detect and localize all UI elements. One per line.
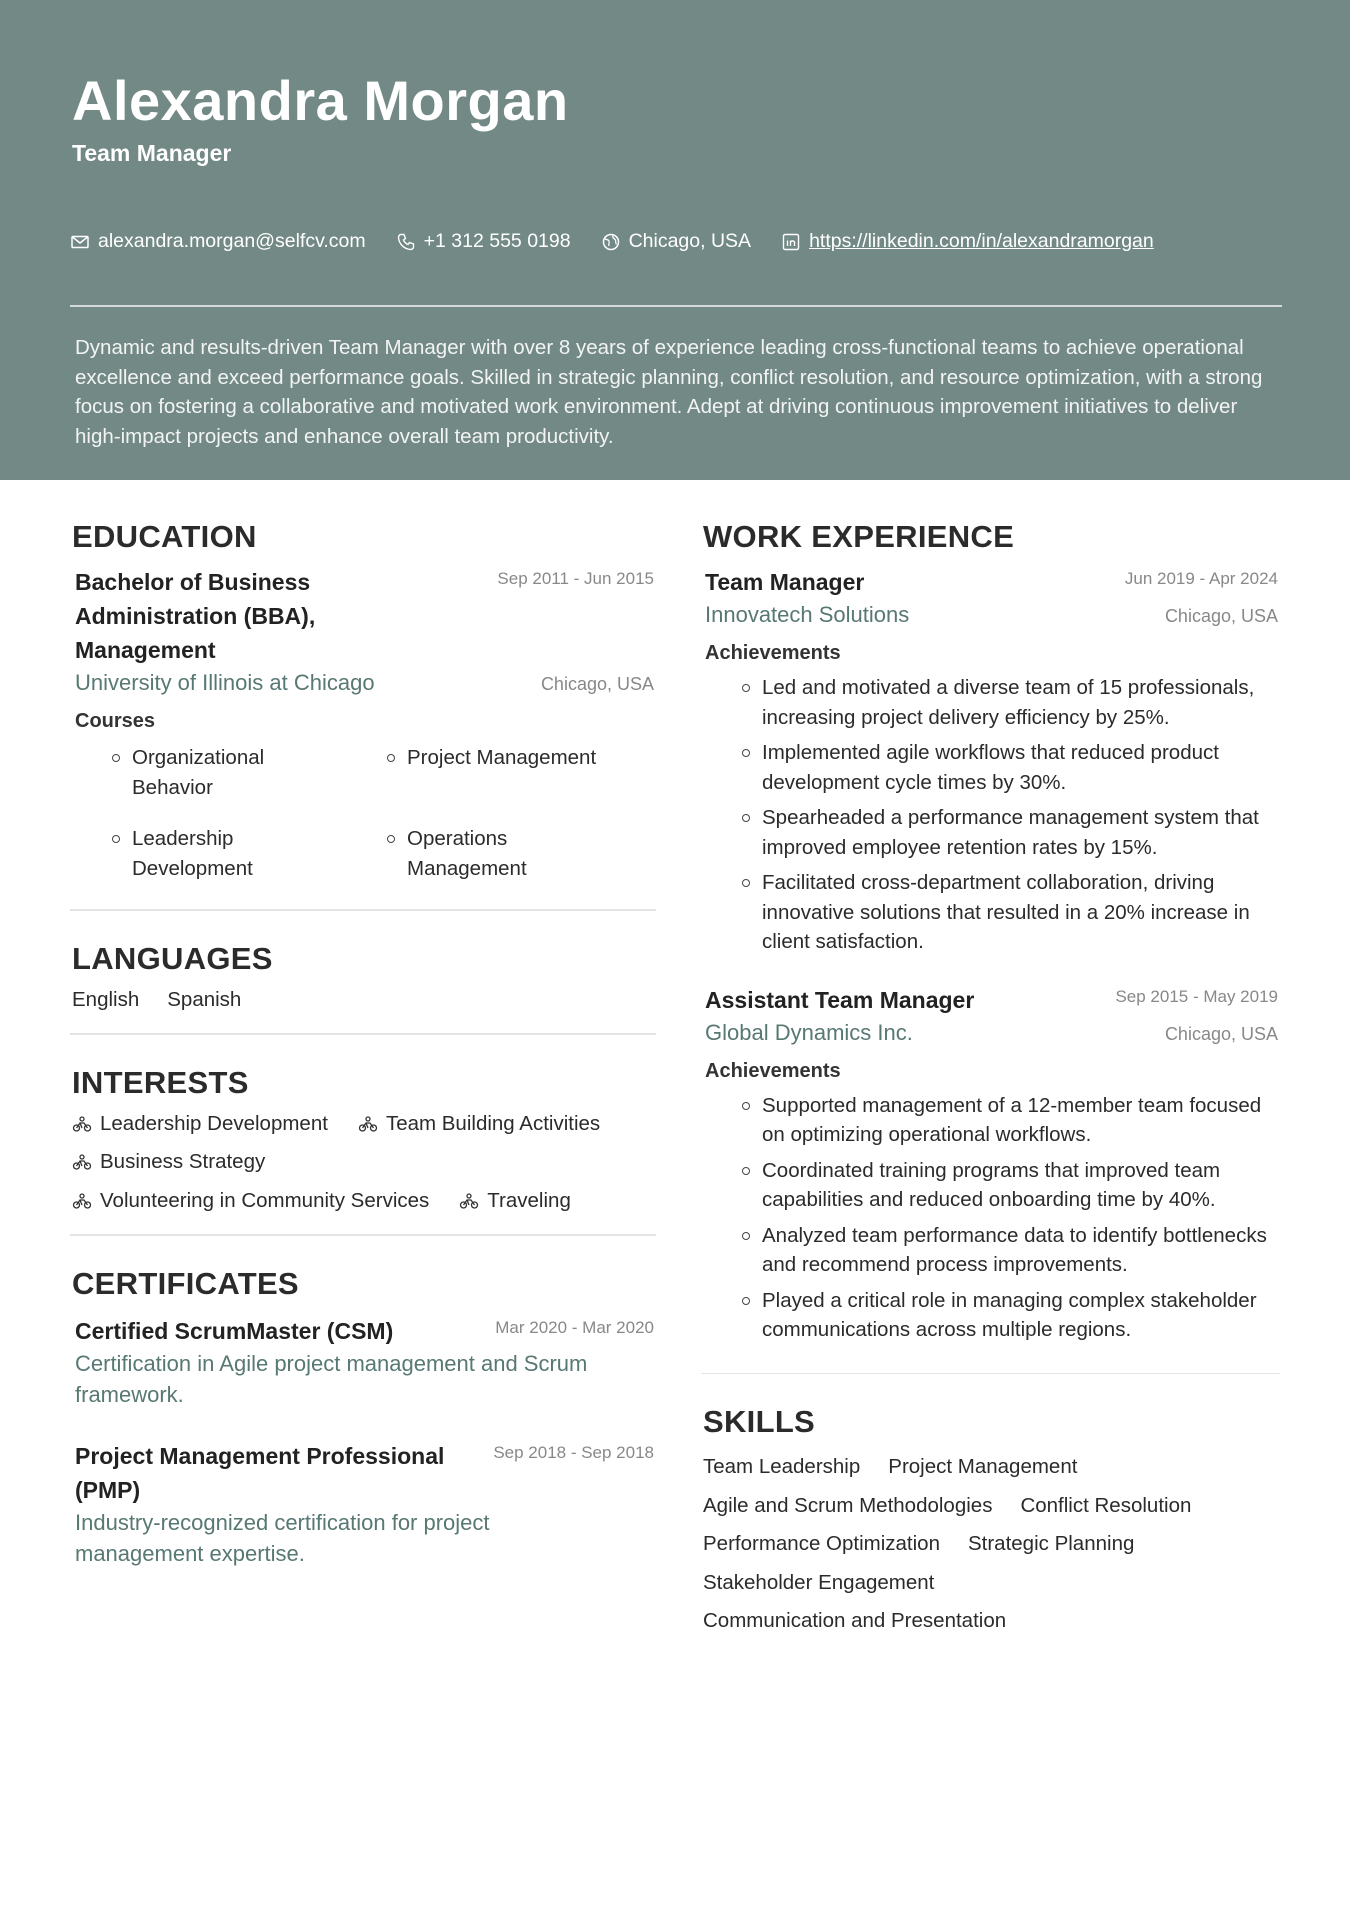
section-divider: [701, 1373, 1280, 1375]
achievements-label: Achievements: [705, 1059, 841, 1082]
phone-text[interactable]: +1 312 555 0198: [423, 230, 571, 252]
education-location: Chicago, USA: [540, 674, 654, 694]
skill-item: Project Management: [888, 1455, 1078, 1478]
interest-item: [72, 1182, 429, 1221]
achievements-label: Achievements: [705, 642, 841, 664]
section-divider: [70, 1234, 656, 1236]
skill-item: Communication and Presentation: [703, 1609, 1007, 1632]
bicycle-icon: [459, 1191, 479, 1211]
course-item: Project Management: [350, 743, 625, 802]
degree-title: Bachelor of Business Administration (BBA), Management: [75, 569, 316, 663]
contact-linkedin: [781, 230, 1154, 253]
job-entry: [703, 565, 1278, 957]
profile-summary: Dynamic and results-driven Team Manager with over 8 years of experience leading cross-functional teams to achieve operational excellence and exceed performance goals. Skilled in strategic planning, conflict resolution, and resource optimization, with a strong focus on fostering a collaborative and motivated work environment. Adept at driving continuous improvement initiatives to deliver high-impact projects and enhance overall team productivity.: [75, 336, 1263, 448]
company-name: Global Dynamics Inc.: [705, 1019, 913, 1045]
certificate-desc: Industry-recognized certification for project management expertise.: [75, 1509, 490, 1566]
skill-item: Agile and Scrum Methodologies: [703, 1493, 993, 1517]
job-location: Chicago, USA: [1164, 606, 1278, 626]
section-divider: [70, 1033, 656, 1035]
interest-label: Team Building Activities: [385, 1111, 601, 1135]
job-head: [705, 983, 1278, 1017]
location-text: Chicago, USA: [628, 230, 752, 252]
interests-list: [72, 1105, 654, 1221]
globe-icon: [601, 232, 621, 252]
bicycle-icon: [72, 1152, 92, 1172]
skill-item: Performance Optimization: [703, 1532, 940, 1555]
linkedin-link[interactable]: https://linkedin.com/in/alexandramorgan: [809, 230, 1154, 252]
header-divider: [70, 305, 1282, 307]
skill-item: Strategic Planning: [967, 1532, 1135, 1555]
achievement-item: Spearheaded a performance management system that improved employee retention rates by 15%.: [705, 803, 1278, 862]
courses-label: Courses: [75, 710, 156, 732]
job-title: Assistant Team Manager: [705, 986, 975, 1013]
job-entry: [703, 983, 1278, 1345]
interest-label: Traveling: [487, 1188, 571, 1212]
linkedin-icon: [781, 232, 801, 252]
achievement-item: Supported management of a 12-member team focused on optimizing operational workflows.: [705, 1091, 1278, 1150]
certificate-desc: Certification in Agile project management and Scrum framework.: [75, 1350, 588, 1407]
job-dates: Sep 2015 - May 2019: [1115, 986, 1278, 1006]
contact-email: [70, 230, 366, 253]
courses-list: [75, 743, 635, 883]
language-item: Spanish: [167, 987, 242, 1011]
contact-phone: [396, 230, 571, 253]
certificate-entry: [72, 1314, 654, 1411]
achievement-item: Coordinated training programs that improved team capabilities and reduced onboarding time by 40%.: [705, 1156, 1278, 1215]
certificate-name: Project Management Professional (PMP): [75, 1442, 445, 1503]
achievement-item: Led and motivated a diverse team of 15 professionals, increasing project delivery efficiency by 25%.: [705, 673, 1278, 732]
skill-item: Stakeholder Engagement: [703, 1570, 935, 1594]
contact-bar: [70, 230, 1184, 253]
skills-heading: SKILLS: [703, 1404, 816, 1439]
certificate-dates: Sep 2018 - Sep 2018: [493, 1442, 654, 1462]
interest-item: [72, 1143, 265, 1182]
education-dates: Sep 2011 - Jun 2015: [497, 569, 654, 588]
education-entry-head: [75, 565, 654, 667]
language-item: English: [72, 987, 140, 1011]
certificate-head: [75, 1314, 654, 1348]
skills-section: [703, 1400, 1278, 1641]
mail-icon: [70, 232, 90, 252]
course-item: Operations Management: [350, 824, 580, 883]
work-section: [703, 515, 1278, 1345]
email-text[interactable]: alexandra.morgan@selfcv.com: [98, 230, 366, 252]
achievements-list: [705, 673, 1278, 957]
interests-heading: INTERESTS: [72, 1064, 249, 1100]
achievements-list: [705, 1091, 1278, 1345]
languages-section: [72, 937, 654, 1020]
job-dates: Jun 2019 - Apr 2024: [1124, 569, 1278, 588]
languages-list: [72, 981, 654, 1020]
interest-item: [72, 1105, 328, 1144]
achievement-item: Facilitated cross-department collaboration, driving innovative solutions that resulted in a 20% increase in client satisfaction.: [705, 868, 1278, 957]
certificates-section: [72, 1262, 654, 1570]
phone-icon: [396, 232, 416, 252]
skills-list: [703, 1448, 1263, 1641]
skill-item: Team Leadership: [703, 1455, 861, 1478]
achievement-item: Analyzed team performance data to identify bottlenecks and recommend process improvements.: [705, 1221, 1278, 1280]
section-divider: [70, 909, 656, 911]
education-heading: EDUCATION: [72, 519, 257, 554]
course-item: Leadership Development: [75, 824, 315, 883]
bicycle-icon: [72, 1191, 92, 1211]
contact-location: [601, 230, 751, 253]
education-sub-row: [75, 667, 654, 699]
job-sub-row: [705, 599, 1278, 631]
resume-header: [0, 0, 1350, 480]
company-name: Innovatech Solutions: [705, 602, 910, 627]
candidate-name: Alexandra Morgan: [72, 69, 569, 132]
education-entry: [72, 565, 654, 883]
interest-label: Volunteering in Community Services: [100, 1188, 430, 1212]
interest-item: [358, 1105, 600, 1144]
achievement-item: Implemented agile workflows that reduced product development cycle times by 30%.: [705, 738, 1278, 797]
job-head: [705, 565, 1278, 599]
job-title: Team Manager: [705, 569, 865, 595]
certificate-entry: [72, 1439, 654, 1570]
certificate-name: Certified ScrumMaster (CSM): [75, 1317, 394, 1344]
certificates-heading: CERTIFICATES: [72, 1265, 299, 1301]
education-section: [72, 515, 654, 883]
bicycle-icon: [358, 1114, 378, 1134]
certificate-dates: Mar 2020 - Mar 2020: [495, 1317, 654, 1337]
school-name: University of Illinois at Chicago: [75, 670, 375, 695]
work-heading: WORK EXPERIENCE: [703, 519, 1015, 554]
certificate-head: [75, 1439, 654, 1507]
interest-item: [459, 1182, 571, 1221]
languages-heading: LANGUAGES: [72, 940, 273, 976]
job-sub-row: [705, 1017, 1278, 1049]
bicycle-icon: [72, 1114, 92, 1134]
job-location: Chicago, USA: [1164, 1023, 1278, 1044]
right-column: [703, 515, 1278, 1641]
skill-item: Conflict Resolution: [1020, 1493, 1192, 1517]
candidate-role: Team Manager: [72, 140, 232, 166]
left-column: [72, 515, 654, 1570]
interests-section: [72, 1061, 654, 1221]
interest-label: Business Strategy: [100, 1150, 266, 1173]
interest-label: Leadership Development: [100, 1111, 328, 1135]
course-item: Organizational Behavior: [75, 743, 350, 802]
achievement-item: Played a critical role in managing complex stakeholder communications across multiple regions.: [705, 1286, 1278, 1345]
